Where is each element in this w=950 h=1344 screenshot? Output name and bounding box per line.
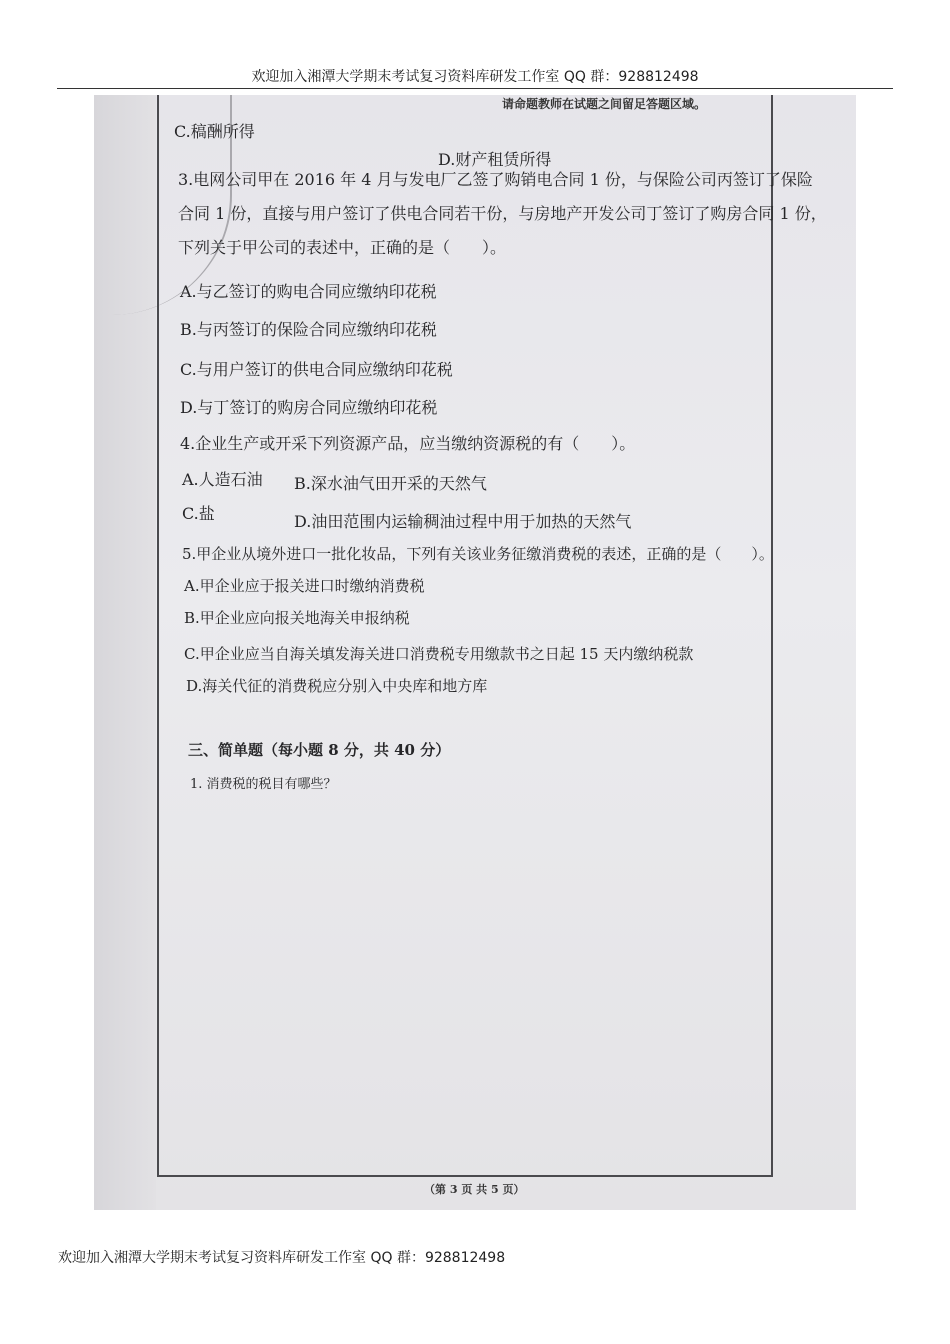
question-4-option-b: B.深水油气田开采的天然气	[294, 474, 487, 493]
question-5-option-b: B.甲企业应向报关地海关申报纳税	[184, 609, 410, 627]
question-3-line-3: 下列关于甲公司的表述中，正确的是（ ）。	[178, 238, 507, 257]
question-4-stem: 4.企业生产或开采下列资源产品，应当缴纳资源税的有（ ）。	[180, 434, 636, 453]
question-5-option-a: A.甲企业应于报关进口时缴纳消费税	[184, 577, 425, 595]
question-3-option-d: D.与丁签订的购房合同应缴纳印花税	[180, 398, 438, 417]
question-3-option-c: C.与用户签订的供电合同应缴纳印花税	[180, 360, 453, 379]
question-3-line-1: 3.电网公司甲在 2016 年 4 月与发电厂乙签了购销电合同 1 份，与保险公司丙签订了保险	[178, 170, 813, 189]
question-3-option-a: A.与乙签订的购电合同应缴纳印花税	[180, 282, 437, 301]
question-3-option-b: B.与丙签订的保险合同应缴纳印花税	[180, 320, 437, 339]
question-4-option-d: D.油田范围内运输稠油过程中用于加热的天然气	[294, 512, 632, 531]
option-d-lease: D.财产租赁所得	[438, 150, 552, 169]
page-number: （第 3 页 共 5 页）	[424, 1183, 525, 1196]
question-3-line-2: 合同 1 份，直接与用户签订了供电合同若干份，与房地产开发公司丁签订了购房合同 1 份，	[178, 204, 827, 223]
page-header: 欢迎加入湘潭大学期末考试复习资料库研发工作室 QQ 群：928812498	[251, 69, 699, 85]
question-5-option-c: C.甲企业应当自海关填发海关进口消费税专用缴款书之日起 15 天内缴纳税款	[184, 645, 694, 663]
question-5-option-d: D.海关代征的消费税应分别入中央库和地方库	[186, 677, 488, 695]
section-3-heading: 三、简单题（每小题 8 分，共 40 分）	[188, 741, 451, 759]
exam-page-photo	[94, 95, 856, 1210]
option-c-royalty: C.稿酬所得	[174, 122, 255, 141]
top-instruction-note: 请命题教师在试题之间留足答题区域。	[502, 97, 707, 111]
short-answer-question-1: 1. 消费税的税目有哪些？	[190, 777, 337, 792]
question-5-stem: 5.甲企业从境外进口一批化妆品，下列有关该业务征缴消费税的表述，正确的是（ ）。	[182, 545, 774, 563]
page-footer: 欢迎加入湘潭大学期末考试复习资料库研发工作室 QQ 群：928812498	[58, 1250, 506, 1266]
question-4-option-c: C.盐	[182, 504, 215, 523]
question-4-option-a: A.人造石油	[182, 470, 263, 489]
header-divider	[57, 88, 893, 89]
